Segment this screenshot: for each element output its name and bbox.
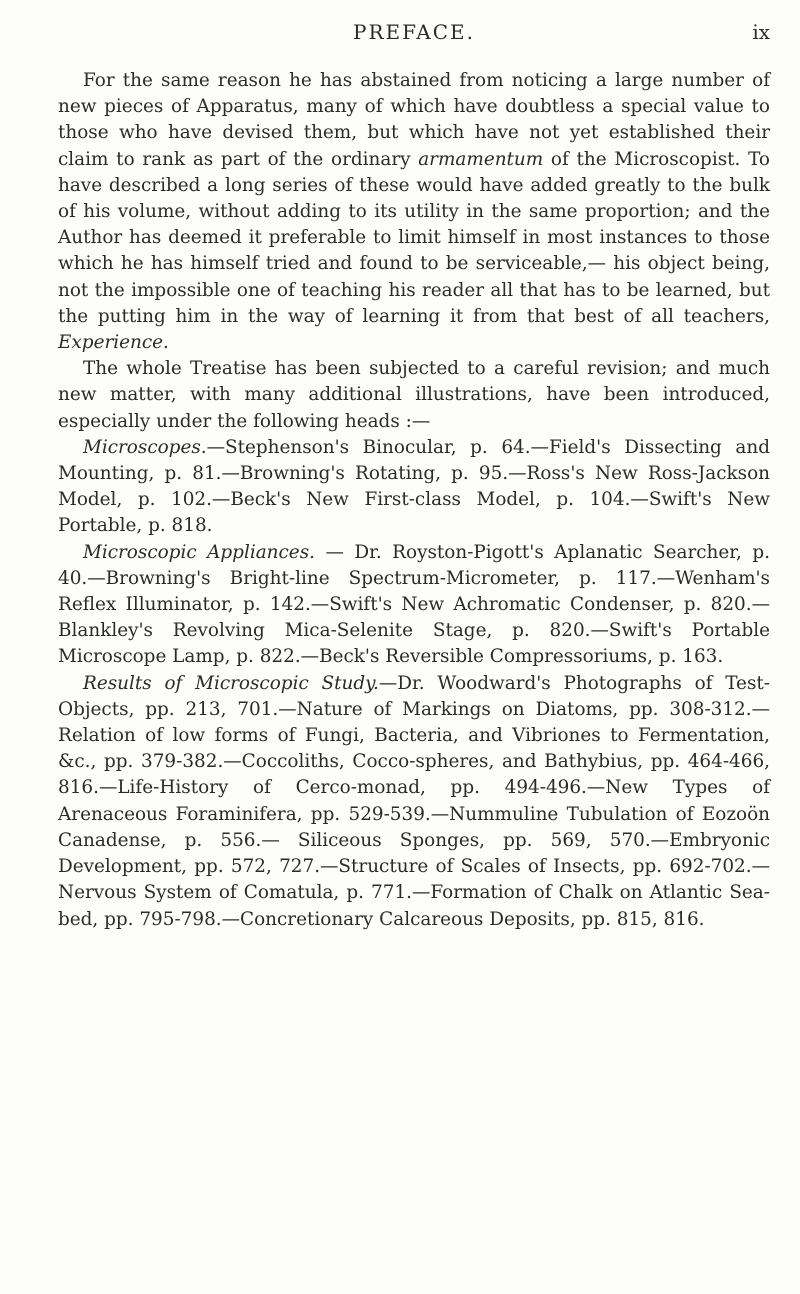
paragraph-apparatus-text-1: For the same reason he has abstained from noticing a large number of new pieces of Apparatus, many of which have doubtless a special value to those who have devised them, but which have not yet established their claim to rank as part of the ordinary [58, 70, 770, 170]
paragraph-results [58, 671, 770, 933]
paragraph-microscopes [58, 435, 770, 540]
page-title: PREFACE. [353, 20, 475, 44]
italic-experience: Experience. [58, 332, 169, 354]
page-number: ix [752, 20, 770, 44]
paragraph-appliances [58, 540, 770, 671]
running-header [58, 20, 770, 50]
paragraph-apparatus [58, 68, 770, 356]
italic-armamentum: armamentum [418, 148, 544, 170]
heading-results: Results of Microscopic Study. [83, 672, 379, 694]
paragraph-appliances-text: — Dr. Royston-Pigott's Aplanatic Searcher, p. 40.—Browning's Bright-line Spectrum-Micrometer, p. 117.—Wenham's Reflex Illuminator, p. 142.—Swift's New Achromatic Condenser, p. 820.—Blankley's Revolving Mica-Selenite Stage, p. 820.—Swift's Portable Microscope Lamp, p. 822.—Beck's Reversible Compressoriums, p. 163. [58, 541, 770, 668]
paragraph-revision [58, 356, 770, 435]
preface-body [58, 68, 770, 933]
heading-appliances: Microscopic Appliances. [83, 541, 315, 563]
paragraph-microscopes-text: —Stephenson's Binocular, p. 64.—Field's Dissecting and Mounting, p. 81.—Browning's Rotating, p. 95.—Ross's New Ross-Jackson Model, p. 102.—Beck's New First-class Model, p. 104.—Swift's New Portable, p. 818. [58, 436, 770, 537]
paragraph-results-text: —Dr. Woodward's Photographs of Test-Objects, pp. 213, 701.—Nature of Markings on Diatoms, pp. 308-312.—Relation of low forms of Fungi, Bacteria, and Vibriones to Fermentation, &c., pp. 379-382.—Coccoliths, Cocco-spheres, and Bathybius, pp. 464-466, 816.—Life-History of Cerco-monad, pp. 494-496.—New Types of Arenaceous Foraminifera, pp. 529-539.—Nummuline Tubulation of Eozoön Canadense, p. 556.— Siliceous Sponges, pp. 569, 570.—Embryonic Development, pp. 572, 727.—Structure of Scales of Insects, pp. 692-702.—Nervous System of Comatula, p. 771.—Formation of Chalk on Atlantic Sea-bed, pp. 795-798.—Concretionary Calcareous Deposits, pp. 815, 816. [58, 672, 770, 930]
paragraph-apparatus-text-2: of the Microscopist. To have described a long series of these would have added greatly to the bulk of his volume, without adding to its utility in the same proportion; and the Author has deemed it preferable to limit himself in most instances to those which he has himself tried and found to be serviceable,— his object being, not the impossible one of teaching his reader all that has to be learned, but the putting him in the way of learning it from that best of all teachers, [58, 148, 770, 327]
heading-microscopes: Microscopes. [83, 436, 207, 458]
paragraph-revision-text: The whole Treatise has been subjected to a careful revision; and much new matter, with many additional illustrations, have been introduced, especially under the following heads :— [58, 358, 770, 432]
